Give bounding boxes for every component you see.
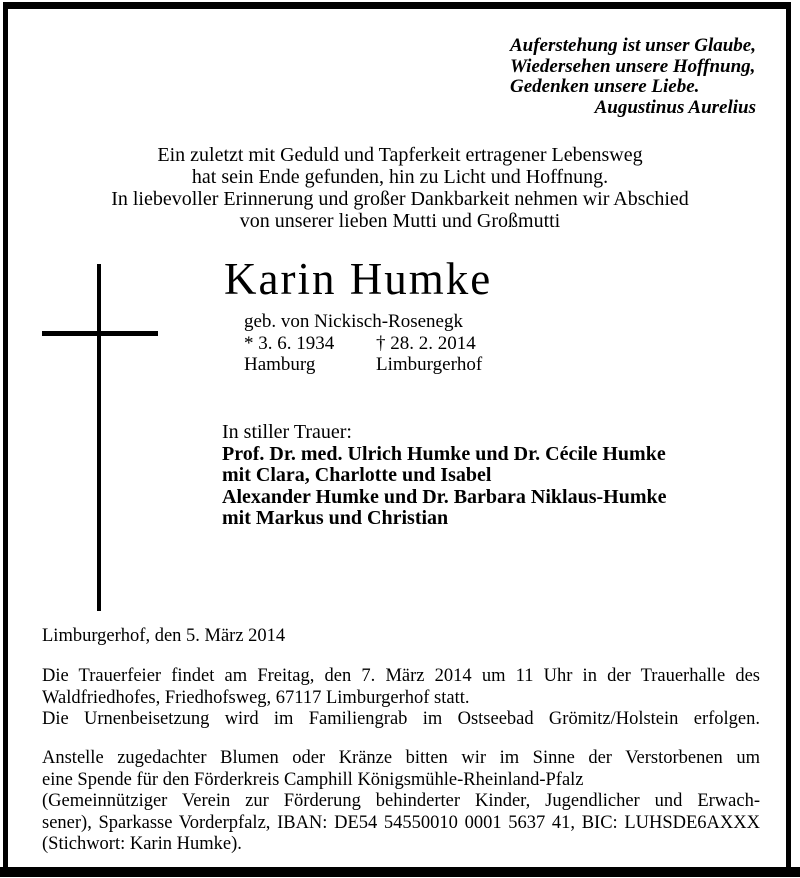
cross-vertical-bar — [97, 264, 101, 611]
mourners-block — [222, 422, 667, 530]
donation-line: Anstelle zugedachter Blumen oder Kränze bitten wir im Sinne der Verstorbenen um — [42, 748, 760, 768]
intro-line: Ein zuletzt mit Geduld und Tapferkeit ertragener Lebensweg — [157, 144, 643, 166]
funeral-line: Die Urnenbeisetzung wird im Familiengrab im Ostseebad Grömitz/Holstein erfolgen. — [42, 709, 760, 729]
intro-block — [0, 144, 800, 232]
donation-line: (Gemeinnütziger Verein zur Förderung behinderter Kinder, Jugendlicher und Erwach- — [42, 791, 760, 811]
quote-line: Auferstehung ist unser Glaube, — [509, 35, 756, 56]
maiden-name: geb. von Nickisch-Rosenegk — [244, 311, 463, 332]
birth-place: Hamburg — [244, 354, 316, 375]
cross-horizontal-bar — [42, 331, 158, 336]
funeral-paragraph — [42, 666, 760, 731]
mourner-line: mit Markus und Christian — [222, 507, 449, 529]
mourners-heading: In stiller Trauer: — [222, 421, 352, 443]
frame-bottom-bar — [0, 867, 800, 877]
donation-line: (Stichwort: Karin Humke). — [42, 834, 242, 854]
funeral-line: Die Trauerfeier findet am Freitag, den 7. März 2014 um 11 Uhr in der Trauerhalle des — [42, 666, 760, 686]
death-date: † 28. 2. 2014 — [376, 333, 476, 354]
dateline: Limburgerhof, den 5. März 2014 — [42, 626, 286, 646]
mourner-line: Alexander Humke und Dr. Barbara Niklaus-Humke — [222, 485, 667, 508]
deceased-name: Karin Humke — [224, 254, 493, 304]
quote-attribution: Augustinus Aurelius — [594, 96, 756, 118]
donation-paragraph — [42, 748, 760, 856]
donation-line: sener), Sparkasse Vorderpfalz, IBAN: DE54 54550010 0001 5637 41, BIC: LUHSDE6AXXX — [42, 812, 760, 833]
quote-line: Gedenken unsere Liebe. — [509, 76, 700, 97]
quote-block — [510, 36, 756, 118]
quote-line: Wiedersehen unsere Hoffnung, — [509, 55, 756, 77]
mourner-line: Prof. Dr. med. Ulrich Humke und Dr. Cécile Humke — [222, 442, 666, 465]
death-place: Limburgerhof — [376, 354, 483, 375]
intro-line: von unserer lieben Mutti und Großmutti — [239, 210, 561, 232]
birth-death-block — [244, 333, 482, 375]
donation-line: eine Spende für den Förderkreis Camphill Königsmühle-Rheinland-Pfalz — [42, 769, 584, 790]
intro-line: In liebevoller Erinnerung und großer Dankbarkeit nehmen wir Abschied — [111, 188, 689, 210]
funeral-line: Waldfriedhofes, Friedhofsweg, 67117 Limburgerhof statt. — [42, 687, 470, 708]
intro-line: hat sein Ende gefunden, hin zu Licht und Hoffnung. — [191, 166, 609, 188]
birth-date: * 3. 6. 1934 — [244, 333, 335, 354]
mourner-line: mit Clara, Charlotte und Isabel — [222, 464, 492, 486]
